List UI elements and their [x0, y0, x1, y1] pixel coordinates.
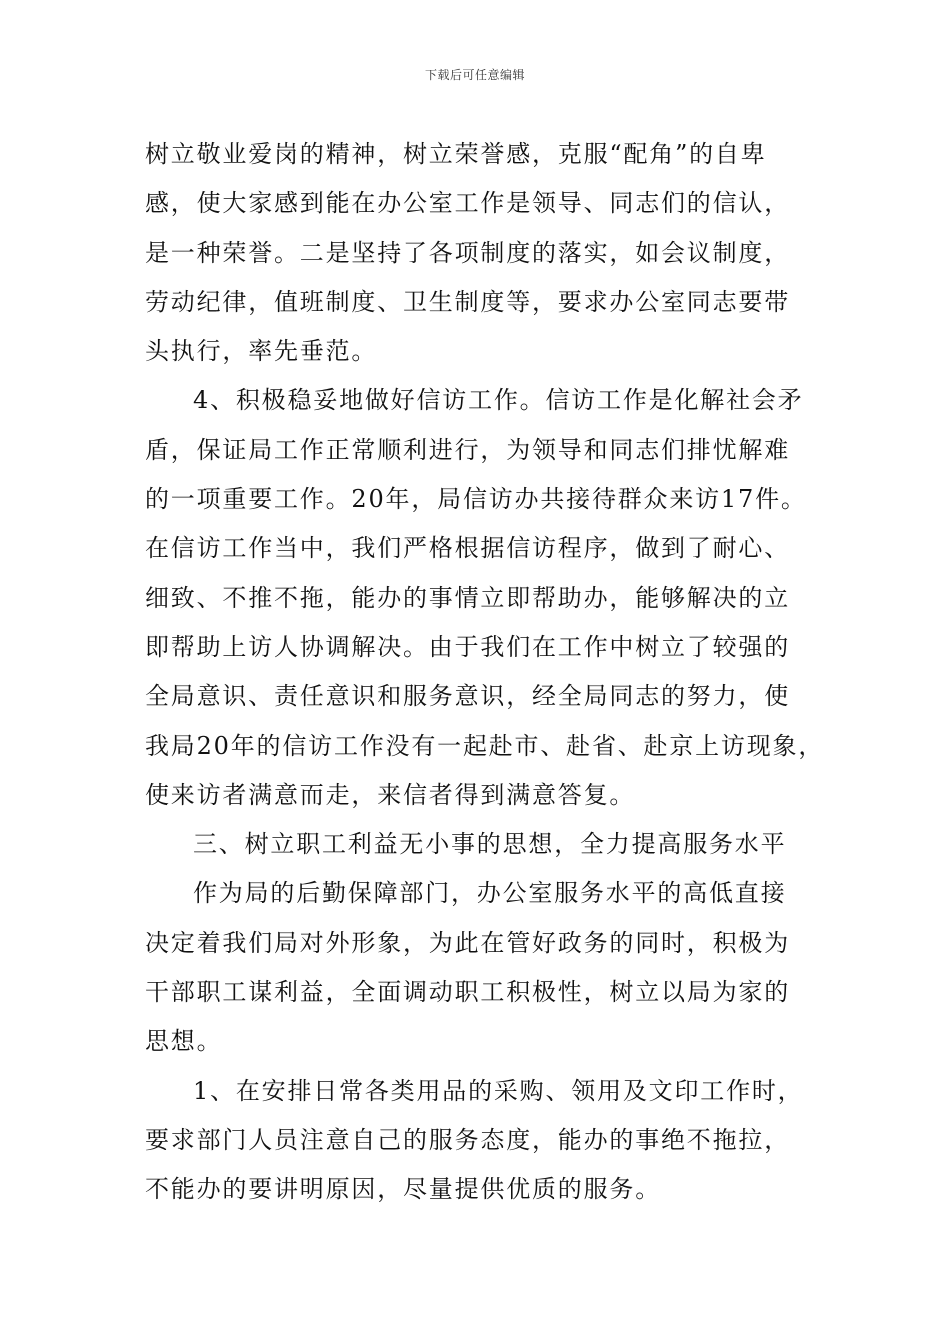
text-line: 细致、不推不拖，能办的事情立即帮助办，能够解决的立 — [145, 583, 790, 612]
text-line: 我局20年的信访工作没有一起赴市、赴省、赴京上访现象， — [145, 731, 825, 760]
text-line: 干部职工谋利益，全面调动职工积极性，树立以局为家的 — [145, 978, 790, 1007]
text-line: 在信访工作当中，我们严格根据信访程序，做到了耐心、 — [145, 534, 790, 563]
text-line: 的一项重要工作。20年，局信访办共接待群众来访17件。 — [145, 485, 807, 514]
text-line: 全局意识、责任意识和服务意识，经全局同志的努力，使 — [145, 682, 790, 711]
text-line: 感，使大家感到能在办公室工作是领导、同志们的信认， — [145, 189, 790, 218]
text-line: 4、积极稳妥地做好信访工作。信访工作是化解社会矛 — [193, 386, 804, 415]
text-line: 劳动纪律，值班制度、卫生制度等，要求办公室同志要带 — [145, 287, 790, 316]
text-line: 不能办的要讲明原因，尽量提供优质的服务。 — [145, 1175, 661, 1204]
section-heading: 三、树立职工利益无小事的思想，全力提高服务水平 — [193, 830, 787, 859]
text-line: 1、在安排日常各类用品的采购、领用及文印工作时， — [193, 1076, 804, 1105]
text-line: 使来访者满意而走，来信者得到满意答复。 — [145, 780, 636, 809]
text-line: 思想。 — [145, 1027, 223, 1056]
text-line: 盾，保证局工作正常顺利进行，为领导和同志们排忧解难 — [145, 435, 790, 464]
text-line: 决定着我们局对外形象，为此在管好政务的同时，积极为 — [145, 928, 790, 957]
text-line: 头执行，率先垂范。 — [145, 337, 378, 366]
page-header: 下载后可任意编辑 — [424, 68, 525, 82]
text-line: 要求部门人员注意自己的服务态度，能办的事绝不拖拉， — [145, 1125, 790, 1154]
document-body — [145, 130, 825, 1215]
text-line: 是一种荣誉。二是坚持了各项制度的落实，如会议制度， — [145, 238, 790, 267]
text-line: 树立敬业爱岗的精神，树立荣誉感，克服“配角”的自卑 — [145, 140, 767, 168]
text-line: 即帮助上访人协调解决。由于我们在工作中树立了较强的 — [145, 632, 790, 661]
text-line: 作为局的后勤保障部门，办公室服务水平的高低直接 — [193, 879, 787, 908]
